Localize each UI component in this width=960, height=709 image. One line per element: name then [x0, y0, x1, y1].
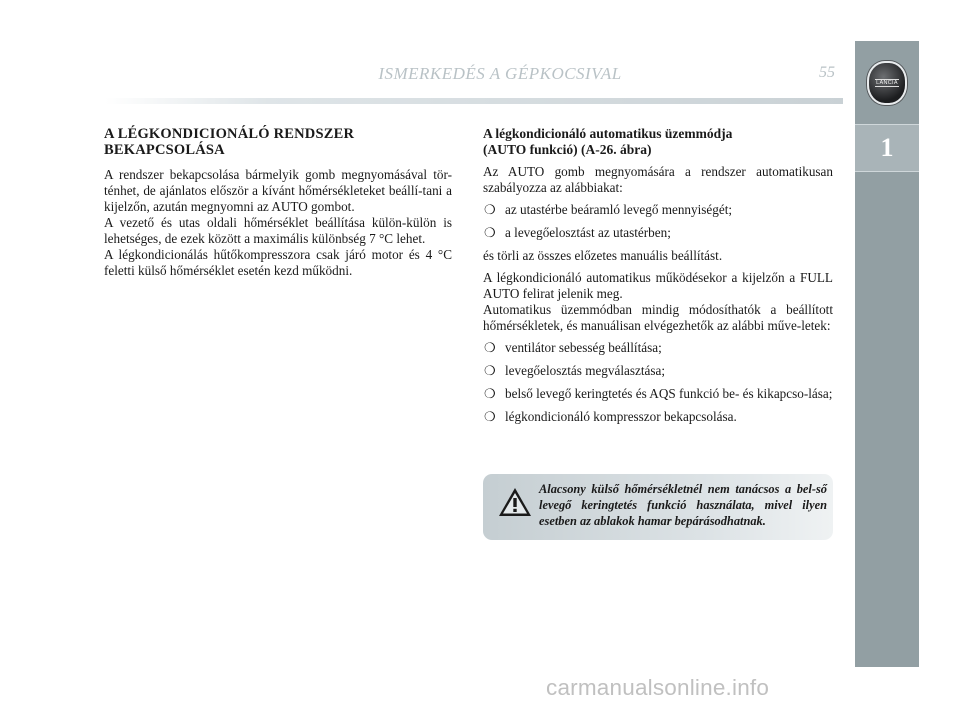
section-heading-right: [483, 126, 833, 158]
paragraph: A vezető és utas oldali hőmérséklet beállítása külön-külön is lehetséges, de ezek között a maximális különbség 7 °C lehet.: [104, 215, 452, 246]
logo-box: [855, 41, 919, 125]
bullet-circle-icon: ❍: [484, 340, 496, 355]
list-item-text: a levegőelosztást az utastérben;: [505, 225, 671, 240]
list-item-text: légkondicionáló kompresszor bekapcsolása.: [505, 409, 737, 424]
chapter-tab[interactable]: [855, 125, 919, 172]
bullet-list: [483, 202, 833, 241]
heading-line: A LÉGKONDICIONÁLÓ RENDSZER: [104, 126, 355, 142]
list-item: [483, 386, 833, 402]
paragraph: A rendszer bekapcsolása bármelyik gomb megnyomásával tör-ténhet, de ajánlatos először a kívánt hőmérsékleteket beállí-tani a kijelzőn, azután megnyomni az AUTO gombot.: [104, 167, 452, 214]
right-column: [483, 126, 833, 432]
page-number: 55: [819, 64, 835, 81]
bullet-circle-icon: ❍: [484, 225, 496, 240]
lancia-shield-icon: [867, 61, 907, 105]
chapter-number: 1: [880, 133, 894, 162]
list-item-text: az utastérbe beáramló levegő mennyiségét;: [505, 202, 733, 217]
heading-line: BEKAPCSOLÁSA: [104, 142, 225, 158]
paragraph: és törli az összes előzetes manuális beállítást.: [483, 248, 723, 263]
list-item: [483, 409, 833, 425]
warning-box: [483, 474, 833, 540]
list-item-text: levegőelosztás megválasztása;: [505, 363, 666, 378]
list-item-text: belső levegő keringtetés és AQS funkció be- és kikapcso-lása;: [505, 386, 833, 401]
intro-paragraph: Az AUTO gomb megnyomására a rendszer automatikusan szabályozza az alábbiakat:: [483, 164, 833, 195]
bullet-circle-icon: ❍: [484, 363, 496, 378]
section-heading-left: [104, 126, 452, 158]
watermark: carmanualsonline.info: [546, 675, 770, 700]
heading-line: (AUTO funkció) (A-26. ábra): [483, 142, 652, 157]
paragraph: Automatikus üzemmódban mindig módosíthatók a beállított hőmérsékletek, és manuálisan elvégezhetők az alábbi műve-letek:: [483, 302, 833, 333]
bullet-circle-icon: ❍: [484, 386, 496, 401]
running-header-title: ISMERKEDÉS A GÉPKOCSIVAL: [378, 64, 622, 83]
bullet-list: [483, 340, 833, 425]
chapter-sidebar: [855, 41, 919, 667]
list-item: [483, 340, 833, 356]
bullet-circle-icon: ❍: [484, 409, 496, 424]
warning-triangle-icon: [497, 486, 533, 518]
list-item: [483, 225, 833, 241]
header-divider: [105, 98, 843, 104]
left-column: [104, 126, 452, 279]
logo-text: LANCIA: [876, 79, 898, 86]
warning-text: Alacsony külső hőmérsékletnél nem tanácsos a bel-ső levegő keringtetés funkció használata, mivel ilyen esetben az ablakok hamar bepárásodhatnak.: [539, 482, 827, 528]
heading-line: A légkondicionáló automatikus üzemmódja: [483, 126, 733, 141]
paragraph: A légkondicionáló automatikus működésekor a kijelzőn a FULL AUTO felirat jelenik meg.: [483, 270, 833, 301]
paragraph: A légkondicionálás hűtőkompresszora csak járó motor és 4 °C feletti külső hőmérséklet esetén kezd működni.: [104, 247, 452, 278]
list-item: [483, 363, 833, 379]
list-item-text: ventilátor sebesség beállítása;: [505, 340, 662, 355]
list-item: [483, 202, 833, 218]
bullet-circle-icon: ❍: [484, 202, 496, 217]
